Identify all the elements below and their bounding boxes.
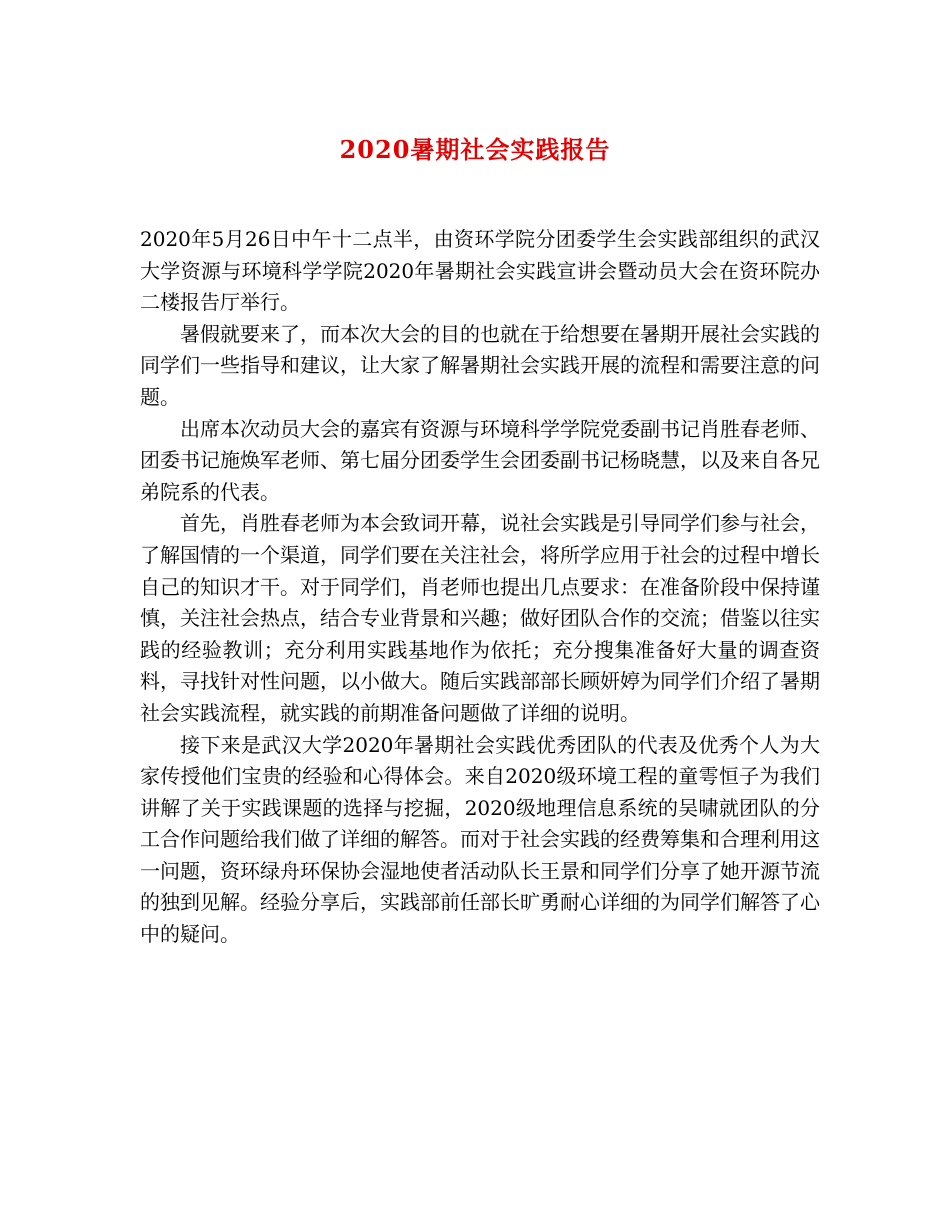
paragraph-2: 暑假就要来了，而本次大会的目的也就在于给想要在暑期开展社会实践的同学们一些指导和建议，让大家了解暑期社会实践开展的流程和需要注意的问题。 bbox=[140, 321, 820, 409]
paragraph-5: 接下来是武汉大学2020年暑期社会实践优秀团队的代表及优秀个人为大家传授他们宝贵的经验和心得体会。来自2020级环境工程的童雩恒子为我们讲解了关于实践课题的选择与挖掘，2020级地理信息系统的吴啸就团队的分工合作问题给我们做了详细的解答。而对于社会实践的经费筹集和合理利用这一问题，资环绿舟环保协会湿地使者活动队长王景和同学们分享了她开源节流的独到见解。经验分享后，实践部前任部长旷勇耐心详细的为同学们解答了心中的疑问。 bbox=[140, 732, 820, 947]
paragraph-1: 2020年5月26日中午十二点半，由资环学院分团委学生会实践部组织的武汉大学资源与环境科学学院2020年暑期社会实践宣讲会暨动员大会在资环院办二楼报告厅举行。 bbox=[140, 227, 820, 315]
paragraph-4: 首先，肖胜春老师为本会致词开幕，说社会实践是引导同学们参与社会，了解国情的一个渠道，同学们要在关注社会，将所学应用于社会的过程中增长自己的知识才干。对于同学们，肖老师也提出几点要求：在准备阶段中保持谨慎，关注社会热点，结合专业背景和兴趣；做好团队合作的交流；借鉴以往实践的经验教训；充分利用实践基地作为依托；充分搜集准备好大量的调查资料，寻找针对性问题，以小做大。随后实践部部长顾妍婷为同学们介绍了暑期社会实践流程，就实践的前期准备问题做了详细的说明。 bbox=[140, 511, 820, 725]
paragraph-3: 出席本次动员大会的嘉宾有资源与环境科学学院党委副书记肖胜春老师、团委书记施焕军老师、第七届分团委学生会团委副书记杨晓慧，以及来自各兄弟院系的代表。 bbox=[140, 416, 820, 504]
document-body bbox=[140, 224, 820, 951]
document-title: 2020暑期社会实践报告 bbox=[339, 135, 611, 164]
